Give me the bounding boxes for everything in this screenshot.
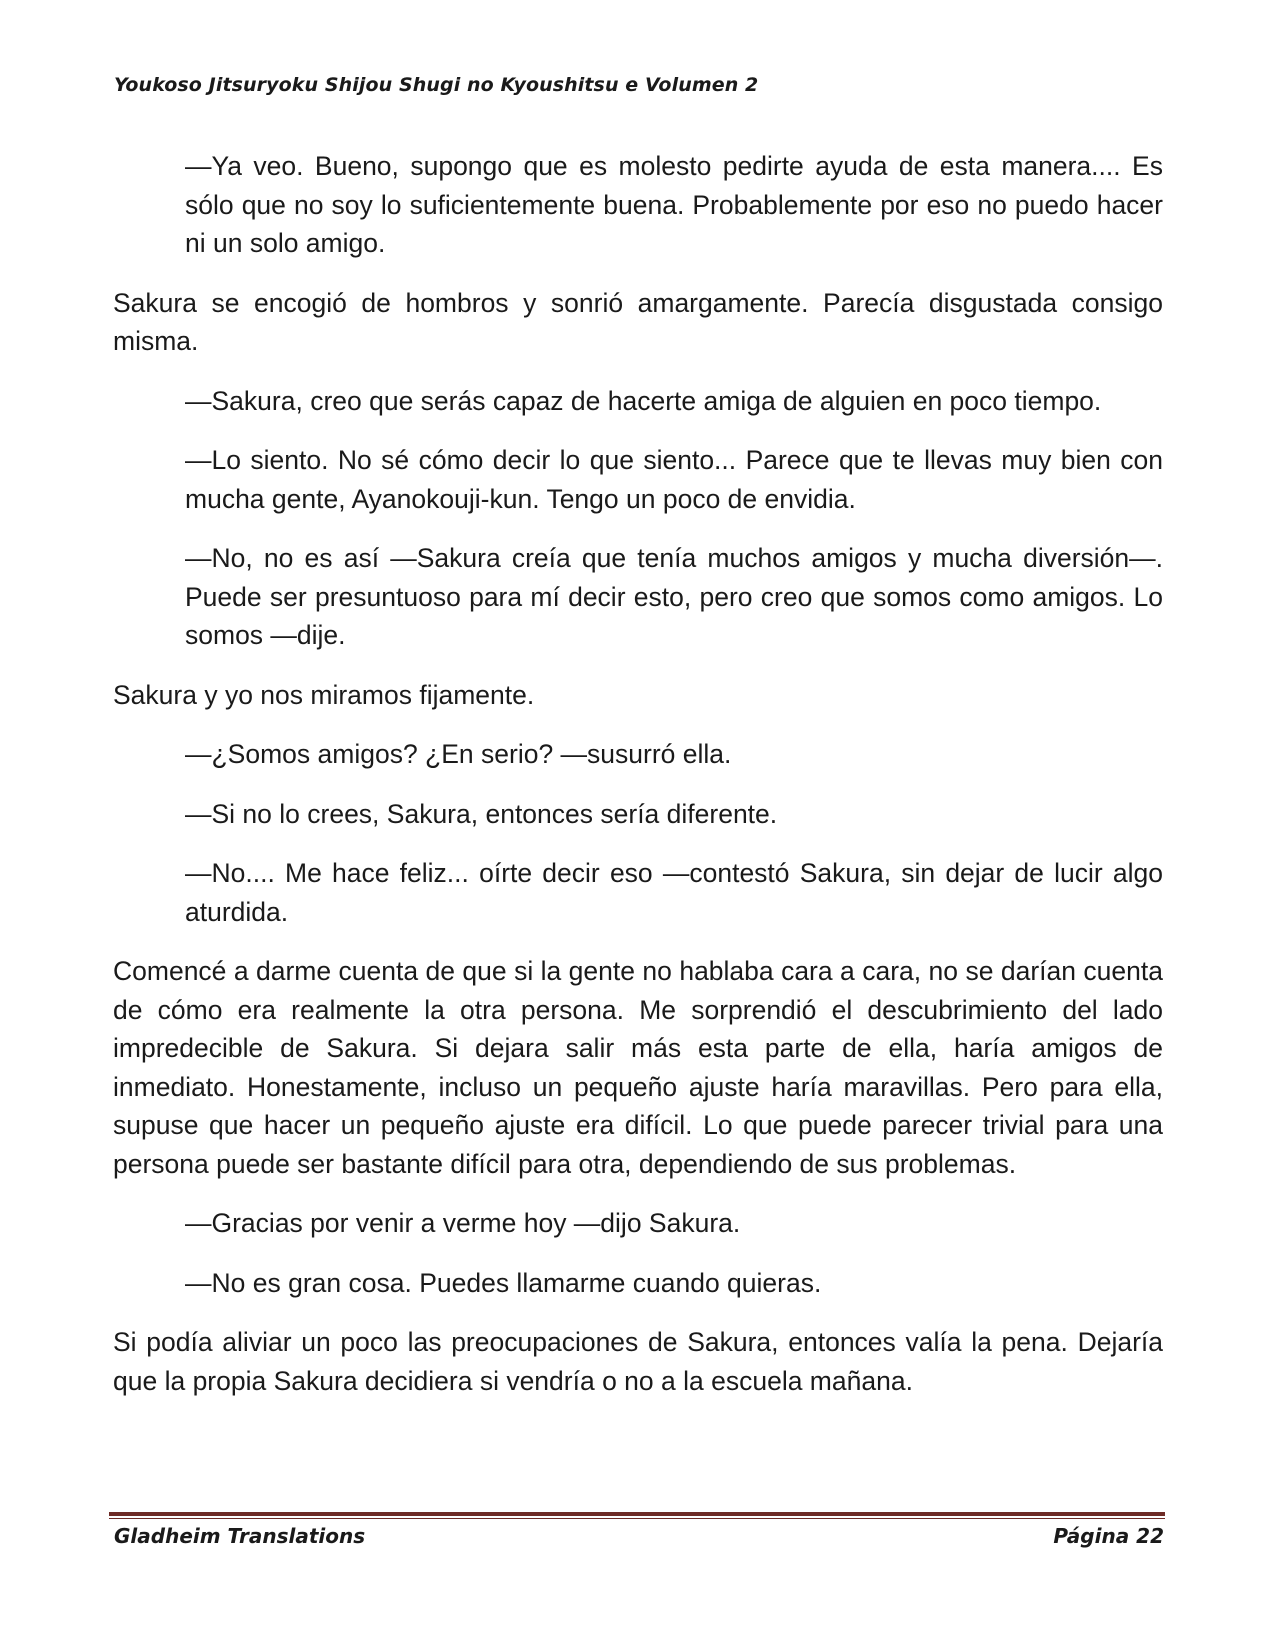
page-body <box>113 147 1163 1421</box>
footer-rule-thin <box>109 1518 1165 1519</box>
paragraph-3: —Sakura, creo que serás capaz de hacerte amiga de alguien en poco tiempo. <box>185 385 1102 416</box>
paragraph-8: —Si no lo crees, Sakura, entonces sería diferente. <box>185 798 778 829</box>
paragraph-10: Comencé a darme cuenta de que si la gente no hablaba cara a cara, no se darían cuenta de cómo era realmente la otra persona. Me sorprendió el descubrimiento del lado impredecible de Sakura. Si dejara salir más esta parte de ella, haría amigos de inmediato. Honestamente, incluso un pequeño ajuste haría maravillas. Pero para ella, supuse que hacer un pequeño ajuste era difícil. Lo que puede parecer trivial para una persona puede ser bastante difícil para otra, dependiendo de sus problemas. <box>113 956 1163 1179</box>
footer-page-number: Página 22 <box>1053 1524 1164 1548</box>
paragraph-13: Si podía aliviar un poco las preocupaciones de Sakura, entonces valía la pena. Dejaría que la propia Sakura decidiera si vendría o no a la escuela mañana. <box>113 1327 1163 1396</box>
paragraph-5: —No, no es así —Sakura creía que tenía muchos amigos y mucha diversión—. Puede ser presuntuoso para mí decir esto, pero creo que somos como amigos. Lo somos —dije. <box>185 543 1163 650</box>
paragraph-9: —No.... Me hace feliz... oírte decir eso —contestó Sakura, sin dejar de lucir algo aturdida. <box>185 858 1163 927</box>
paragraph-4: —Lo siento. No sé cómo decir lo que siento... Parece que te llevas muy bien con mucha gente, Ayanokouji-kun. Tengo un poco de envidia. <box>185 445 1163 514</box>
paragraph-11: —Gracias por venir a verme hoy —dijo Sakura. <box>185 1208 741 1238</box>
page-header-title: Youkoso Jitsuryoku Shijou Shugi no Kyoushitsu e Volumen 2 <box>114 74 759 96</box>
footer-rule-thick <box>109 1512 1165 1516</box>
footer-rule <box>109 1512 1165 1519</box>
paragraph-7: —¿Somos amigos? ¿En serio? —susurró ella. <box>185 739 732 769</box>
paragraph-12: —No es gran cosa. Puedes llamarme cuando quieras. <box>185 1267 822 1298</box>
paragraph-1: —Ya veo. Bueno, supongo que es molesto pedirte ayuda de esta manera.... Es sólo que no soy lo suficientemente buena. Probablemente por eso no puedo hacer ni un solo amigo. <box>185 151 1163 258</box>
paragraph-2: Sakura se encogió de hombros y sonrió amargamente. Parecía disgustada consigo misma. <box>113 287 1163 356</box>
footer-publisher: Gladheim Translations <box>114 1524 366 1548</box>
paragraph-6: Sakura y yo nos miramos fijamente. <box>113 679 535 710</box>
